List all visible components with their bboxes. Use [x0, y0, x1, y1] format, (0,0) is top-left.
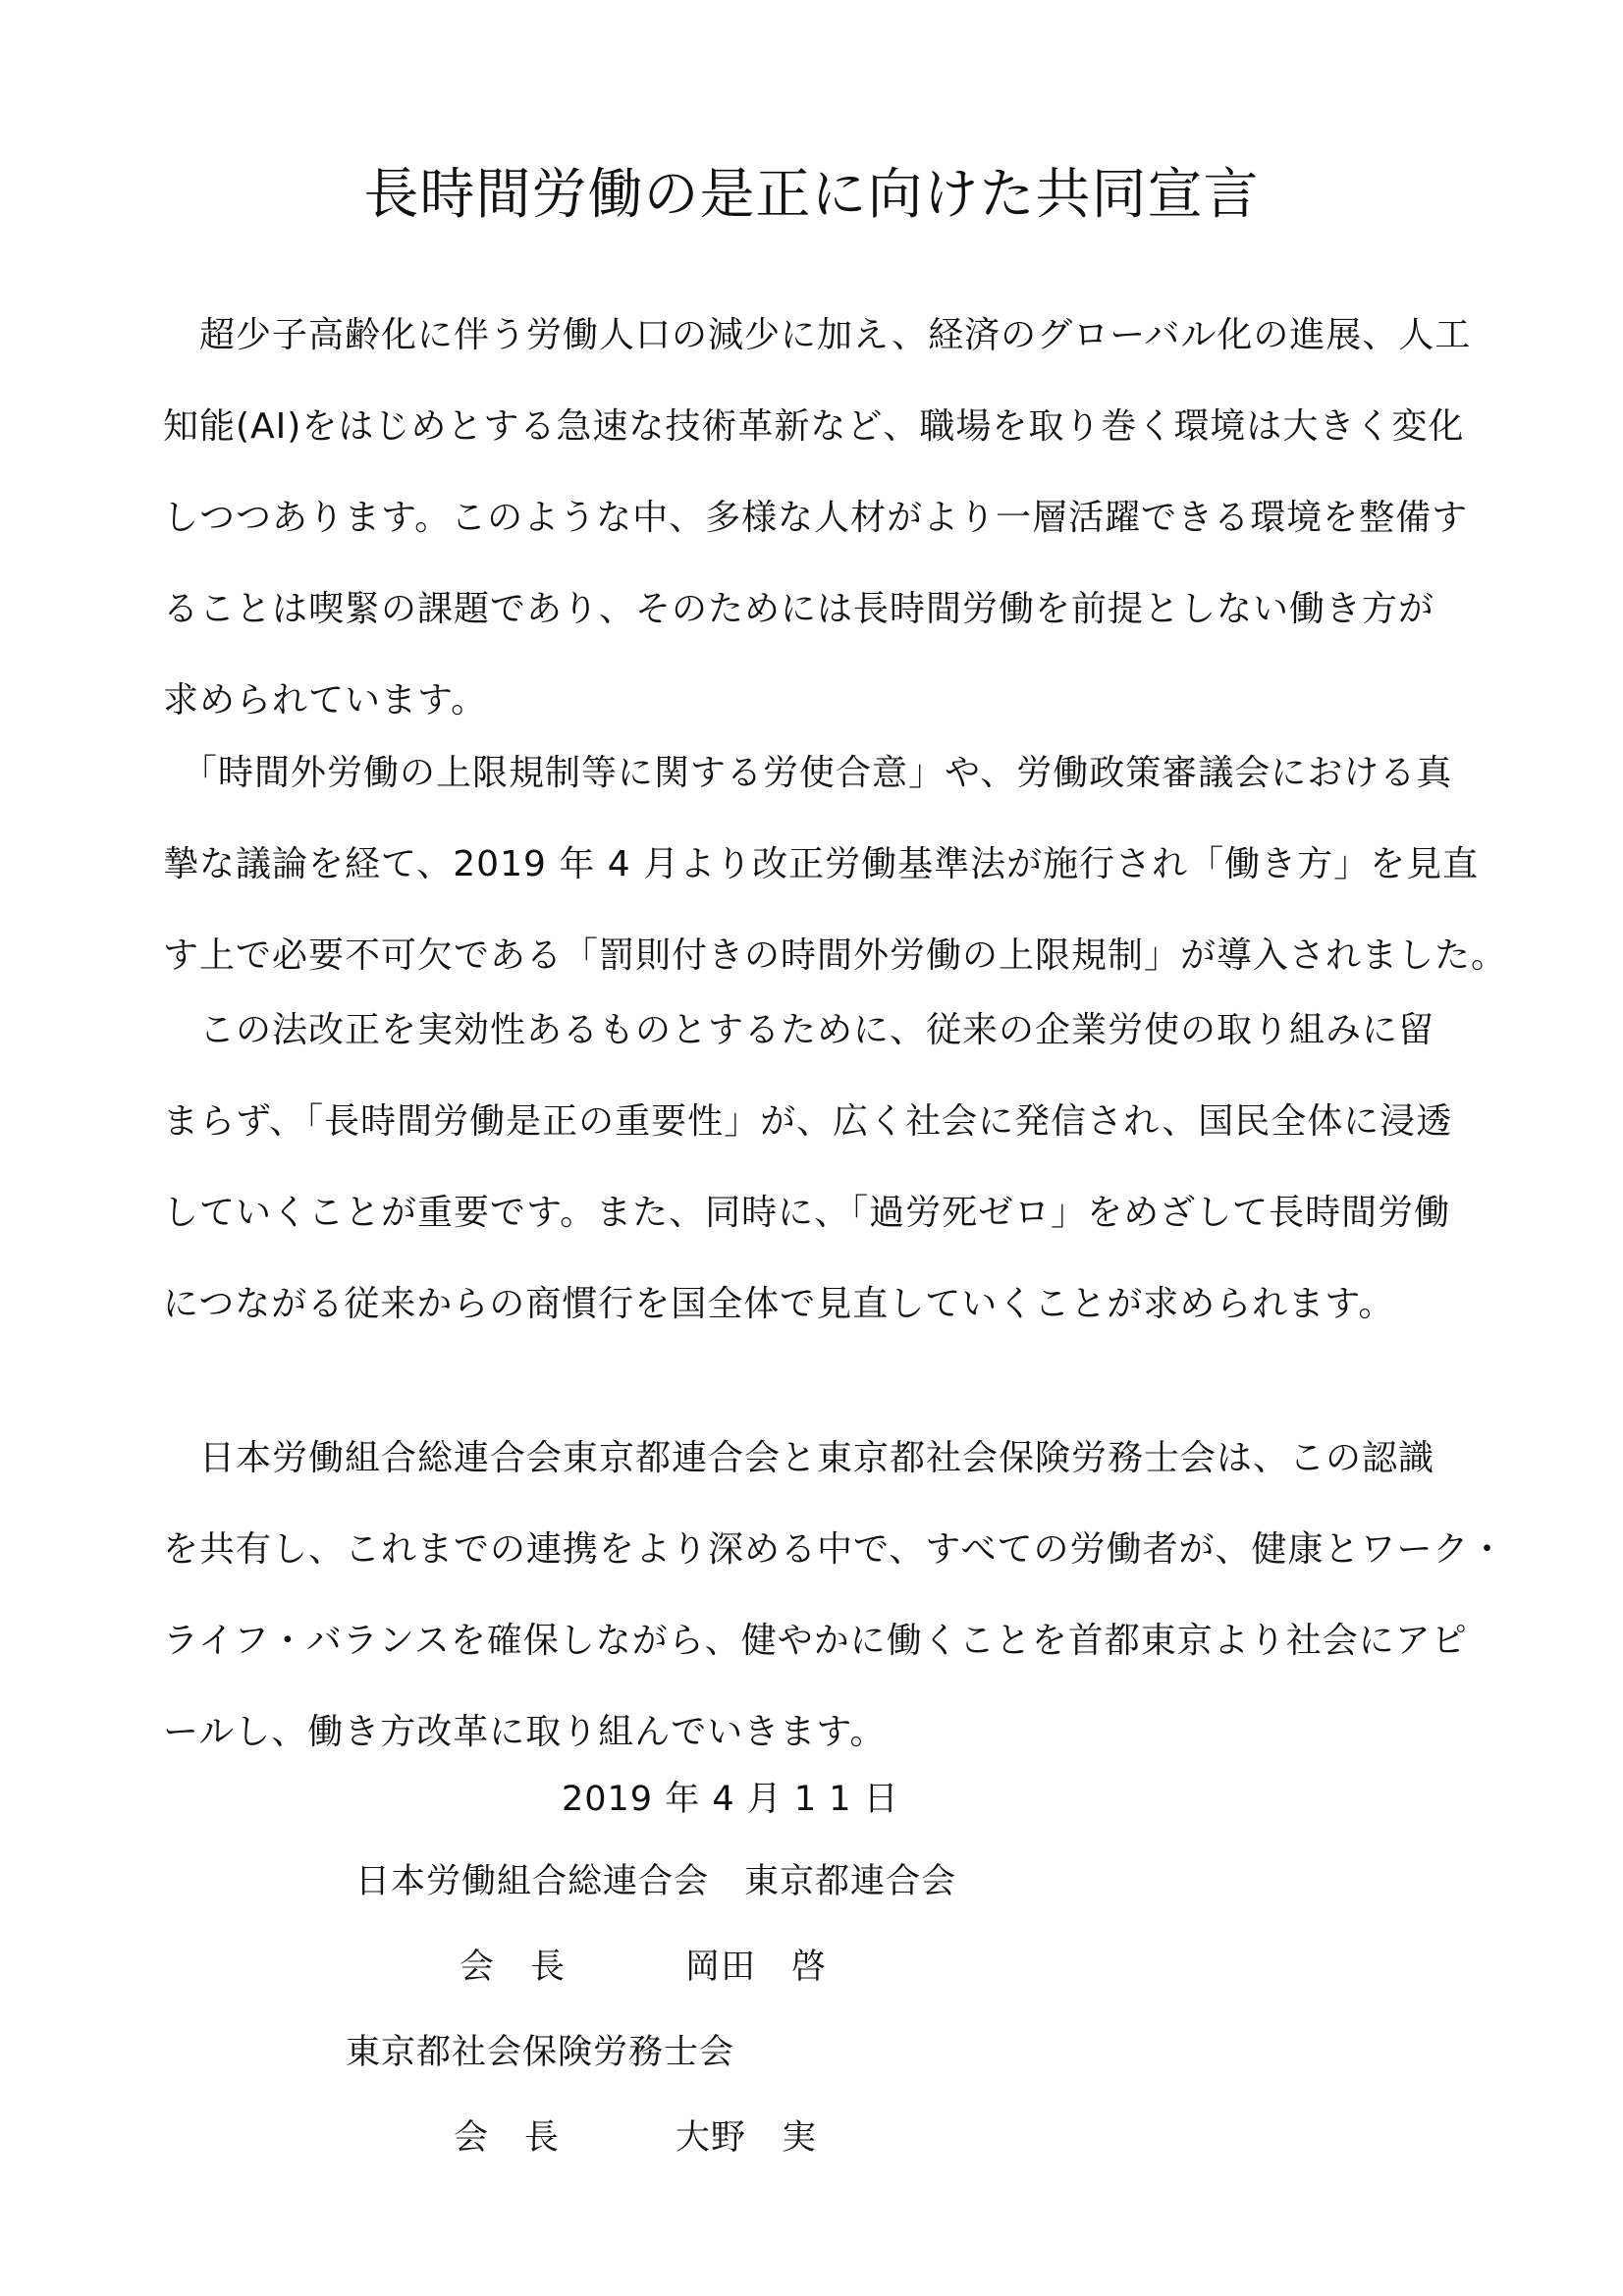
signatory-org-2: 東京都社会保険労務士会 — [346, 2033, 735, 2072]
paragraph-line: ールし、働き方改革に取り組んでいきます。 — [163, 1712, 887, 1752]
paragraph-line: 求められています。 — [163, 680, 488, 721]
declaration-date: 2019 年 4 月 1 1 日 — [562, 1780, 899, 1819]
paragraph-line: まらず、「長時間労働是正の重要性」が、広く社会に発信され、国民全体に浸透 — [163, 1101, 1453, 1142]
paragraph-line: この法改正を実効性あるものとするために、従来の企業労使の取り組みに留 — [163, 1010, 1435, 1050]
paragraph-line: につながる従来からの商慣行を国全体で見直していくことが求められます。 — [163, 1284, 1395, 1324]
signatory-1-role: 会 長 — [460, 1948, 567, 1987]
paragraph-line: 「時間外労働の上限規制等に関する労使合意」や、労働政策審議会における真 — [163, 753, 1453, 793]
paragraph-line: していくことが重要です。また、同時に、「過労死ゼロ」をめざして長時間労働 — [163, 1193, 1451, 1233]
paragraph-line: ることは喫緊の課題であり、そのためには長時間労働を前提としない働き方が — [163, 589, 1435, 629]
paragraph-line: 日本労働組合総連合会東京都連合会と東京都社会保険労務士会は、この認識 — [163, 1438, 1435, 1478]
paragraph-line: 知能(AI)をはじめとする急速な技術革新など、職場を取り巻く環境は大きく変化 — [163, 406, 1465, 447]
signatory-org-1: 日本労働組合総連合会 東京都連合会 — [355, 1862, 957, 1901]
paragraph-line: 超少子高齢化に伴う労働人口の減少に加え、経済のグローバル化の進展、人工 — [163, 315, 1472, 355]
signatory-2-role: 会 長 — [454, 2118, 561, 2158]
paragraph-line: 摯な議論を経て、2019 年 4 月より改正労働基準法が施行され「働き方」を見直 — [163, 844, 1480, 884]
paragraph-line: す上で必要不可欠である「罰則付きの時間外労働の上限規制」が導入されました。 — [163, 935, 1508, 976]
paragraph-line: しつつあります。このような中、多様な人材がより一層活躍できる環境を整備す — [163, 498, 1469, 538]
paragraph-line: を共有し、これまでの連携をより深める中で、すべての労働者が、健康とワーク・ — [163, 1529, 1506, 1570]
signatory-1-name: 岡田 啓 — [685, 1948, 828, 1987]
signatory-2-name: 大野 実 — [676, 2118, 818, 2158]
paragraph-line: ライフ・バランスを確保しながら、健やかに働くことを首都東京より社会にアピ — [163, 1621, 1468, 1661]
document-title: 長時間労働の是正に向けた共同宣言 — [363, 163, 1260, 227]
